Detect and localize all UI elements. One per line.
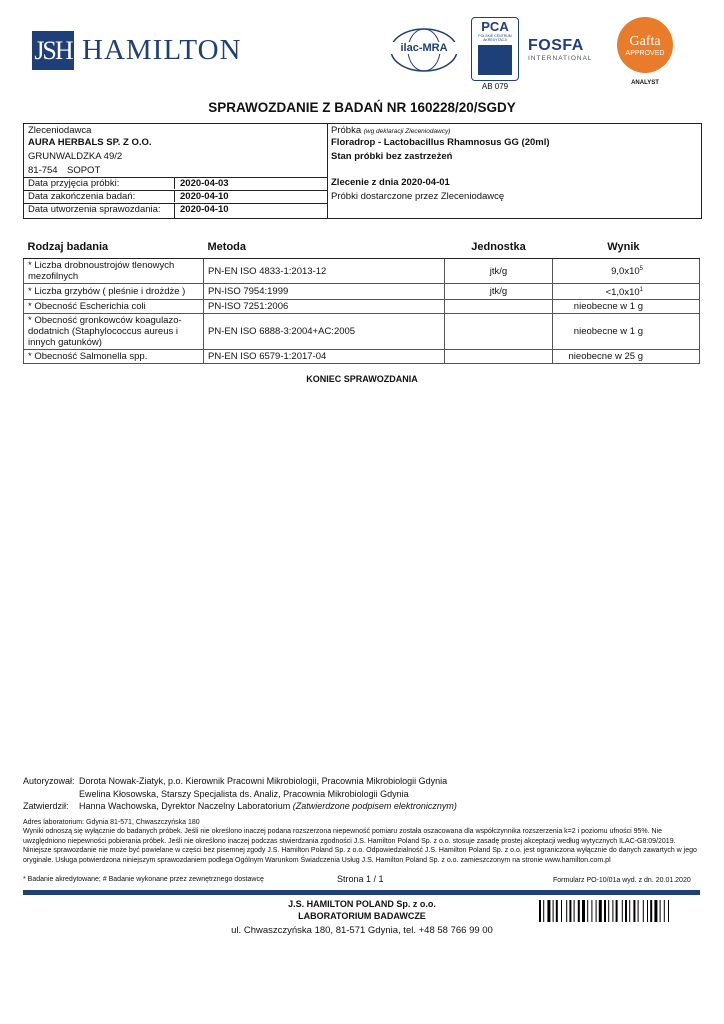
- fosfa-sub-label: INTERNATIONAL: [528, 55, 593, 62]
- table-row: [24, 259, 700, 284]
- client-postcode: 81-754: [28, 165, 58, 176]
- pca-sub-label: POLSKIE CENTRUM AKREDYTACJI: [478, 34, 512, 42]
- test-method: PN-ISO 7251:2006: [204, 300, 445, 314]
- fosfa-label: FOSFA: [528, 37, 584, 54]
- test-result: $9,0x10^5$: [553, 259, 700, 284]
- end-of-report: KONIEC SPRAWOZDANIA: [306, 374, 418, 384]
- order-date: Zlecenie z dnia 2020-04-01: [331, 177, 450, 188]
- results-header-row: [24, 236, 700, 259]
- lab-name: LABORATORIUM BADAWCZE: [298, 911, 426, 921]
- date-value: 2020-04-03: [180, 178, 229, 189]
- footer-divider: [23, 890, 700, 895]
- test-unit: [445, 314, 553, 350]
- test-method: PN-ISO 7954:1999: [204, 284, 445, 300]
- test-unit: jtk/g: [445, 259, 553, 284]
- table-row: [24, 284, 700, 300]
- date-finished-row: [24, 190, 327, 202]
- date-created-row: [24, 203, 327, 218]
- ilac-label: ilac-MRA: [390, 42, 458, 54]
- gafta-label: Gafta: [629, 33, 661, 49]
- test-method: PN-EN ISO 6888-3:2004+AC:2005: [204, 314, 445, 350]
- test-name: * Obecność Salmonella spp.: [24, 350, 204, 364]
- client-label: Zleceniodawca: [28, 125, 92, 136]
- info-column-divider: [327, 124, 328, 218]
- report-title: SPRAWOZDANIE Z BADAŃ NR 160228/20/SGDY: [208, 100, 516, 115]
- test-name: * Liczba drobnoustrojów tlenowych mezofilnych: [24, 259, 204, 284]
- date-received-row: [24, 177, 327, 189]
- date-value: 2020-04-10: [180, 191, 229, 202]
- fosfa-badge: [528, 37, 593, 67]
- gafta-analyst: ANALYST: [631, 80, 659, 86]
- col-header-test: Rodzaj badania: [24, 236, 204, 259]
- test-result: nieobecne w 25 g: [553, 350, 700, 364]
- table-row: [24, 350, 700, 364]
- disclaimer-uncertainty: Wyniki odnoszą się wyłącznie do badanych próbek. Jeśli nie określono inaczej podana rozszerzona niepewność pomiaru została oszacowana dla współczynnika rozszerzenia k=2 i poziomu ufności 95%. Nie uwzględniono niepewności pobierania próbek. Jeśli nie określono inaczej podczas stwierdzania zgodności J.S. Hamilton Poland Sp. z o.o. stosuje zasadę prostej akceptacji według wytycznych ILAC-G8:09/2019.: [23, 828, 676, 845]
- approved-label: Zatwierdził:: [23, 801, 69, 811]
- approved-note: (Zatwierdzone podpisem elektronicznym): [292, 801, 457, 811]
- test-name: * Obecność Escherichia coli: [24, 300, 204, 314]
- col-header-result: Wynik: [553, 236, 700, 259]
- barcode-icon: [539, 900, 700, 922]
- table-row: [24, 300, 700, 314]
- sample-name: Floradrop - Lactobacillus Rhamnosus GG (20ml): [331, 137, 550, 148]
- sample-label-note: (wg deklaracji Zleceniodawcy): [363, 128, 451, 135]
- test-method: PN-EN ISO 4833-1:2013-12: [204, 259, 445, 284]
- date-label: Data utworzenia sprawozdania:: [28, 204, 161, 215]
- test-result: $<1,0x10^1$: [553, 284, 700, 300]
- disclaimer-copy: Niniejsze sprawozdanie nie może być powielane w części bez pisemnej zgody J.S. Hamilton Poland Sp. z o.o. Odpowiedzialność J.S. Hamilton Poland Sp. z o.o. jest ograniczona wyłącznie do danych zawartych w jego oryginale. Usługa potwierdzona niniejszym sprawozdaniem podlega Ogólnym Warunkom Świadczenia Usług J.S. Hamilton Poland Sp. z o.o. zamieszczonym na stronie www.hamilton.com.pl: [23, 847, 697, 864]
- date-label: Data przyjęcia próbki:: [28, 178, 120, 189]
- report-info-box: [23, 123, 702, 219]
- company-logo-text: HAMILTON: [82, 34, 242, 66]
- col-header-method: Metoda: [204, 236, 445, 259]
- authorized-label: Autoryzował:: [23, 776, 75, 786]
- gafta-sub-label: APPROVED: [625, 49, 665, 57]
- authorized-person-2: Ewelina Kłosowska, Starszy Specjalista ds. Analiz, Pracownia Mikrobiologii Gdynia: [79, 789, 409, 799]
- test-result: nieobecne w 1 g: [553, 300, 700, 314]
- page-number: Strona 1 / 1: [337, 874, 384, 884]
- sample-label: Próbka (wg deklaracji Zleceniodawcy): [331, 125, 451, 136]
- pca-badge: [471, 17, 519, 81]
- test-method: PN-EN ISO 6579-1:2017-04: [204, 350, 445, 364]
- pca-map-icon: [478, 45, 512, 75]
- pca-code: AB 079: [481, 82, 509, 91]
- results-table: [23, 236, 700, 364]
- date-value: 2020-04-10: [180, 204, 229, 215]
- company-logo-mark: JSH: [32, 31, 74, 70]
- date-label: Data zakończenia badań:: [28, 191, 136, 202]
- client-name: AURA HERBALS SP. Z O.O.: [28, 137, 152, 148]
- test-name: * Liczba grzybów ( pleśnie i drożdże ): [24, 284, 204, 300]
- sample-delivery: Próbki dostarczone przez Zleceniodawcę: [331, 191, 505, 202]
- sample-state: Stan próbki bez zastrzeżeń: [331, 151, 453, 162]
- gafta-badge: [617, 17, 673, 73]
- accreditation-legend: * Badanie akredytowane; # Badanie wykonane przez zewnętrznego dostawcę: [23, 876, 264, 883]
- company-name: J.S. HAMILTON POLAND Sp. z o.o.: [288, 899, 436, 909]
- authorized-person-1: Dorota Nowak-Ziatyk, p.o. Kierownik Pracowni Mikrobiologii, Pracownia Mikrobiologii Gdynia: [79, 776, 448, 786]
- test-unit: jtk/g: [445, 284, 553, 300]
- lab-address: Adres laboratorium: Gdynia 81-571, Chwaszczyńska 180: [23, 819, 200, 826]
- pca-label: PCA: [481, 19, 509, 34]
- approved-person: Hanna Wachowska, Dyrektor Naczelny Laboratorium (Zatwierdzone podpisem elektronicznym): [79, 801, 457, 811]
- test-result: nieobecne w 1 g: [553, 314, 700, 350]
- col-header-unit: Jednostka: [445, 236, 553, 259]
- test-unit: [445, 300, 553, 314]
- table-row: [24, 314, 700, 350]
- company-contact: ul. Chwaszczyńska 180, 81-571 Gdynia, tel. +48 58 766 99 00: [231, 925, 493, 936]
- form-id: Formularz PO-10/01a wyd. z dn. 20.01.2020: [553, 877, 691, 884]
- test-unit: [445, 350, 553, 364]
- client-city: SOPOT: [67, 165, 101, 176]
- test-name: * Obecność gronkowców koagulazo-dodatnich (Staphylococcus aureus i innych gatunków): [24, 314, 204, 350]
- client-street: GRUNWALDZKA 49/2: [28, 151, 123, 162]
- ilac-mra-badge: [388, 27, 460, 73]
